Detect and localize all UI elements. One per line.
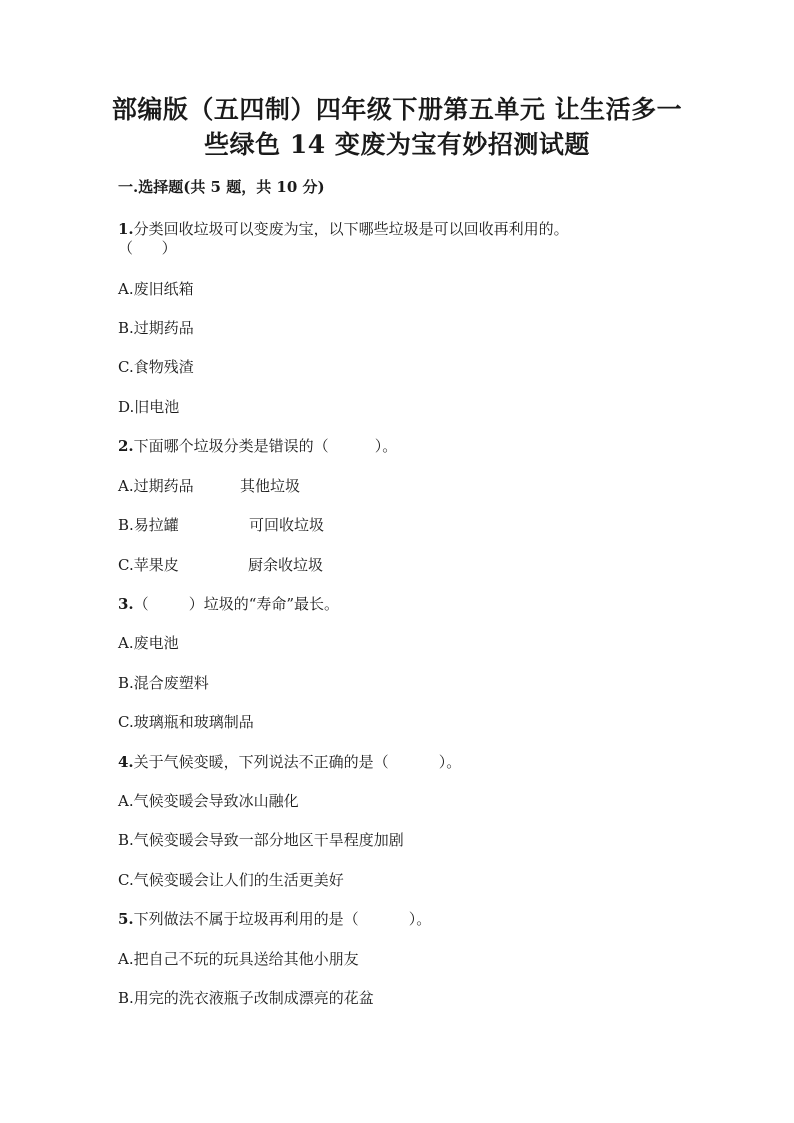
section-title: 一.选择题(共 5 题，共 10 分) <box>118 178 325 196</box>
document-title-line-2: 些绿色 14 变废为宝有妙招测试题 <box>204 130 590 159</box>
question-text-end: ）。 <box>374 437 398 455</box>
question-5 <box>118 909 431 929</box>
option-label: B.易拉罐 <box>118 516 179 534</box>
option-4a: A.气候变暖会导致冰山融化 <box>118 792 299 810</box>
option-category: 其他垃圾 <box>240 477 301 495</box>
option-1b: B.过期药品 <box>118 319 194 337</box>
question-number: 3. <box>118 595 134 613</box>
question-text: 下列做法不属于垃圾再利用的是（ <box>133 910 359 928</box>
question-text-start: （ <box>133 595 149 613</box>
option-label: A.过期药品 <box>118 477 194 495</box>
option-3b: B.混合废塑料 <box>118 674 209 692</box>
option-4c: C.气候变暖会让人们的生活更美好 <box>118 871 344 889</box>
option-5b: B.用完的洗衣液瓶子改制成漂亮的花盆 <box>118 989 374 1007</box>
question-1-blank: （ ） <box>118 239 177 257</box>
question-2 <box>118 436 397 456</box>
option-category: 厨余收垃圾 <box>248 556 324 574</box>
question-number: 1. <box>118 220 134 238</box>
option-4b: B.气候变暖会导致一部分地区干旱程度加剧 <box>118 831 404 849</box>
option-3a: A.废电池 <box>118 634 179 652</box>
option-3c: C.玻璃瓶和玻璃制品 <box>118 713 254 731</box>
question-4 <box>118 752 461 772</box>
question-3 <box>118 594 339 614</box>
option-2b <box>118 515 324 535</box>
document-title-line-1: 部编版（五四制）四年级下册第五单元 让生活多一 <box>111 95 683 124</box>
question-number: 2. <box>118 437 134 455</box>
question-text-end: ）。 <box>438 753 462 771</box>
question-1 <box>118 219 569 239</box>
option-label: C.苹果皮 <box>118 556 179 574</box>
question-text-end: ）。 <box>408 910 432 928</box>
option-category: 可回收垃圾 <box>249 516 325 534</box>
option-2a <box>118 476 300 496</box>
question-text: ）垃圾的“寿命”最长。 <box>188 595 340 613</box>
option-1d: D.旧电池 <box>118 398 180 416</box>
option-1c: C.食物残渣 <box>118 358 194 376</box>
question-text: 下面哪个垃圾分类是错误的（ <box>133 437 329 455</box>
question-number: 4. <box>118 753 134 771</box>
question-text: 关于气候变暖，下列说法不正确的是（ <box>133 753 389 771</box>
question-number: 5. <box>118 910 134 928</box>
question-text: 分类回收垃圾可以变废为宝，以下哪些垃圾是可以回收再利用的。 <box>133 220 569 238</box>
option-2c <box>118 555 323 575</box>
option-5a: A.把自己不玩的玩具送给其他小朋友 <box>118 950 359 968</box>
option-1a: A.废旧纸箱 <box>118 280 194 298</box>
